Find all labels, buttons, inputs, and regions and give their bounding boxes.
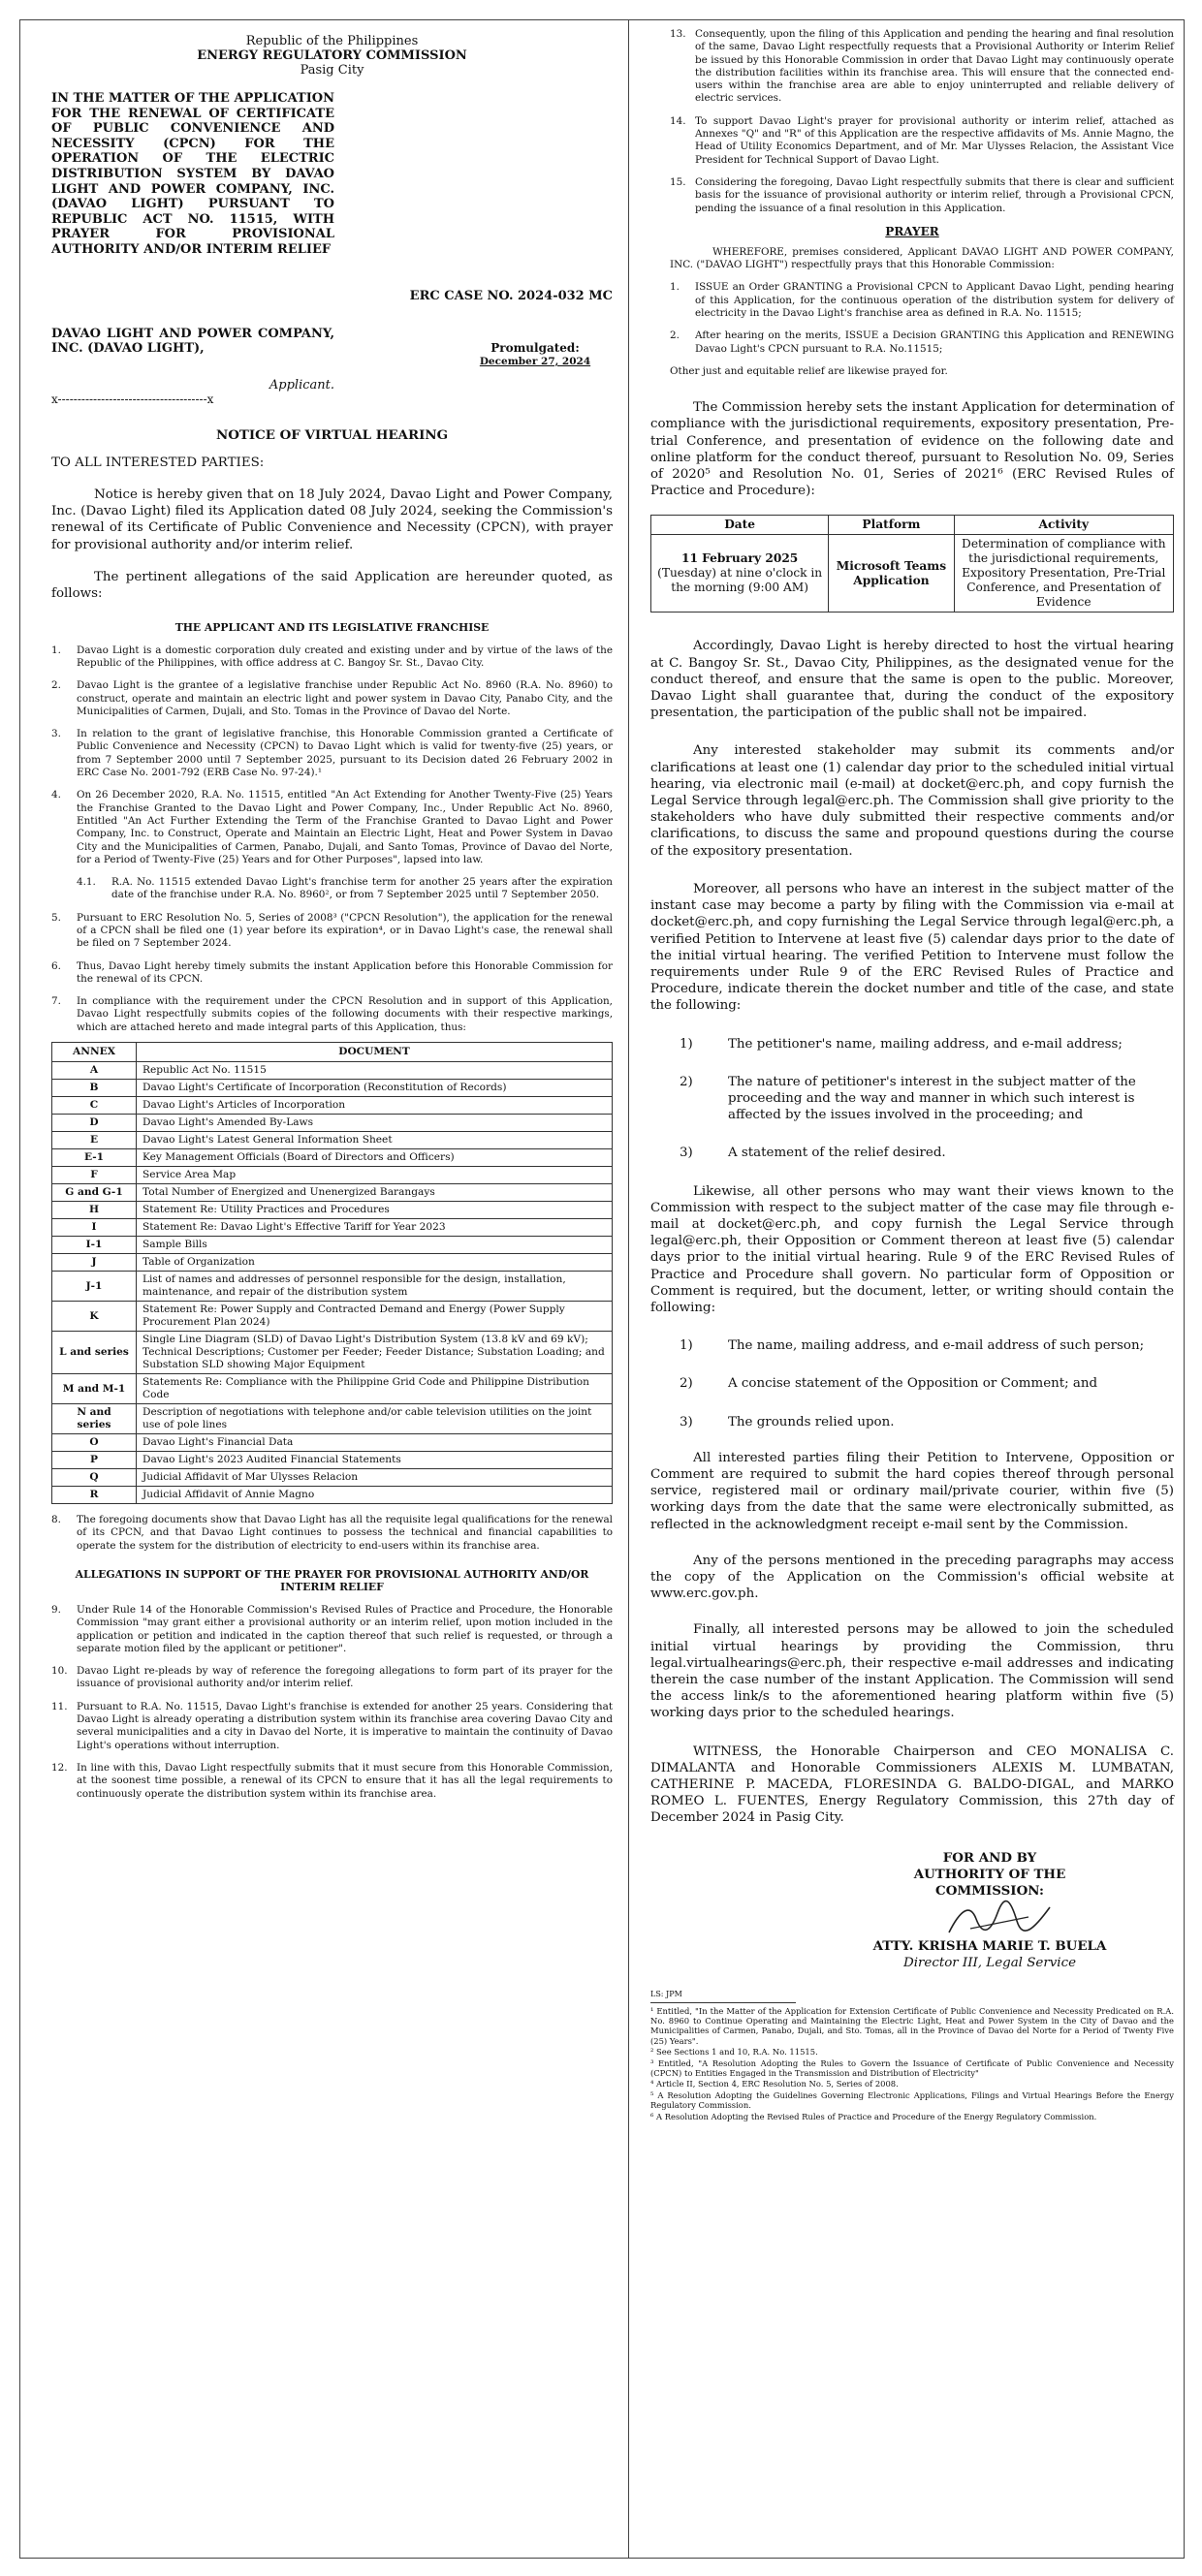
allegation-item: 11. Pursuant to R.A. No. 11515, Davao Light's franchise is extended for another 25 years. Considering that Davao Light is already operating a distribution system within its franchise area covering Davao City and several municipalities and a city in Davao del Norte, it is imperative to maintain the continuity of Davao Light's operations without interruption. (51, 1700, 613, 1751)
annex-row (52, 1487, 613, 1504)
prayer-intro: WHEREFORE, premises considered, Applicant DAVAO LIGHT AND POWER COMPANY, INC. ("DAVAO LIGHT") respectfully prays that this Honorable Commission: (670, 245, 1174, 271)
allegation-item: 7. In compliance with the requirement under the CPCN Resolution and in support of this Application, Davao Light respectfully submits copies of the following documents with their respective markings, which are attached hereto and made integral parts of this Application, thus: (51, 995, 613, 1033)
intervention-requirements (650, 1036, 1174, 1162)
annex-document: Single Line Diagram (SLD) of Davao Light's Distribution System (13.8 kV and 69 kV); Technical Descriptions; Customer per Feeder; Feeder Distance; Substation Loading; and Substation SLD showing Major Equipment (137, 1332, 613, 1374)
allegation-item: 14. To support Davao Light's prayer for provisional authority or interim relief, attached as Annexes "Q" and "R" of this Application are the respective affidavits of Ms. Annie Magno, the Head of Utility Economics Department, and of Mr. Mar Ulysses Relacion, the Assistant Vice President for Technical Support of Davao Light. (670, 114, 1174, 166)
annex-label: D (52, 1115, 137, 1132)
annex-document: Description of negotiations with telephone and/or cable television utilities on the joint use of pole lines (137, 1404, 613, 1434)
annex-document: Davao Light's Certificate of Incorporation (Reconstitution of Records) (137, 1080, 613, 1097)
annex-document: Sample Bills (137, 1237, 613, 1254)
prayer-item: 1. ISSUE an Order GRANTING a Provisional CPCN to Applicant Davao Light, pending hearing of this Application, for the continuous operation of the distribution system for delivery of electricity in the Davao Light's franchise area as defined in R.A. No. 11515; (670, 281, 1174, 320)
hearing-platform: Microsoft Teams Application (829, 535, 954, 613)
republic-line: Republic of the Philippines (245, 34, 419, 48)
signatory-title: Director III, Legal Service (902, 1956, 1076, 1971)
requirement-item: 1) The petitioner's name, mailing address, and e-mail address; (680, 1036, 1123, 1052)
city-line: Pasig City (300, 63, 364, 78)
annex-row (52, 1237, 613, 1254)
annex-row (52, 1469, 613, 1487)
annex-label: L and series (52, 1332, 137, 1374)
opposition-requirements (650, 1337, 1174, 1430)
prayer-list (670, 281, 1174, 355)
annex-document: Republic Act No. 11515 (137, 1062, 613, 1080)
annex-label: I (52, 1219, 137, 1237)
annex-label: E-1 (52, 1149, 137, 1167)
schedule-row (651, 535, 1174, 613)
annex-label: P (52, 1452, 137, 1469)
annex-label: A (52, 1062, 137, 1080)
annex-label: E (52, 1132, 137, 1149)
annex-label: O (52, 1434, 137, 1452)
allegation-item: 12. In line with this, Davao Light respectfully submits that it must secure from this Honorable Commission, at the soonest time possible, a renewal of its CPCN to ensure that it has all the legal requirements to continuously operate the distribution system within its franchise area. (51, 1761, 613, 1800)
document-page (19, 19, 1185, 2559)
left-column (20, 20, 629, 2558)
allegations-list-d (670, 28, 1174, 215)
annex-row (52, 1332, 613, 1374)
intro-paragraph-2: The pertinent allegations of the said Application are hereunder quoted, as follows: (51, 569, 613, 601)
host-paragraph: Accordingly, Davao Light is hereby directed to host the virtual hearing at C. Bangoy Sr. St., Davao City, Philippines, as the designated venue for the conduct thereof, and ensure that the same is open to the public. Moreover, Davao Light shall guarantee that, during the conduct of the expository presentation, the participation of the public shall not be impaired. (650, 639, 1174, 721)
annex-document: Service Area Map (137, 1167, 613, 1184)
annex-document: Key Management Officials (Board of Directors and Officers) (137, 1149, 613, 1167)
comments-paragraph: Any interested stakeholder may submit its comments and/or clarifications at least one (1) calendar day prior to the scheduled initial virtual hearing, via electronic mail (e-mail) at docket@erc.ph, and copy furnish the Legal Service through legal@erc.ph. The Commission shall give priority to the stakeholders who have duly submitted their respective comments and/or clarifications, to discuss the same and propound questions during the course of the expository presentation. (650, 743, 1174, 859)
applicant-name: DAVAO LIGHT AND POWER COMPANY, INC. (DAVAO LIGHT), (51, 326, 334, 357)
allegation-item: 4. On 26 December 2020, R.A. No. 11515, entitled "An Act Extending for Another Twenty-Five (25) Years the Franchise Granted to the Davao Light and Power Company, Inc., Under Republic Act No. 8960, Entitled "An Act Further Extending the Term of the Franchise Granted to Davao Light and Power Company, Inc. to Construct, Operate and Maintain an Electric Light, Heat and Power System in Davao City and the Municipalities of Carmen, Panabo, Dujali, and Santo Tomas, Province of Davao del Norte, for a Period of Twenty-Five (25) Years and for Other Purposes", lapsed into law. (51, 789, 613, 865)
allegations-list-c (51, 1604, 613, 1801)
annex-document: Statement Re: Utility Practices and Procedures (137, 1202, 613, 1219)
annex-column-header: ANNEX (52, 1043, 137, 1062)
footnotes (650, 2006, 1174, 2121)
annex-label: M and M-1 (52, 1374, 137, 1404)
annex-label: F (52, 1167, 137, 1184)
allegations-list-b (51, 912, 613, 1034)
annex-document: Judicial Affidavit of Annie Magno (137, 1487, 613, 1504)
signature-block (806, 1850, 1174, 1972)
annex-document: Davao Light's Latest General Information Sheet (137, 1132, 613, 1149)
document-column-header: DOCUMENT (137, 1043, 613, 1062)
intervention-paragraph: Moreover, all persons who have an interest in the subject matter of the instant case may become a party by filing with the Commission via e-mail at docket@erc.ph, and copy furnishing the Legal Service through legal@erc.ph, a verified Petition to Intervene at least five (5) calendar days prior to the date of the initial virtual hearing. The verified Petition to Intervene must follow the requirements under Rule 9 of the ERC Revised Rules of Practice and Procedure, indicate therein the docket number and title of the case, and state the following: (650, 881, 1174, 1014)
annex-label: G and G-1 (52, 1184, 137, 1202)
annex-label: B (52, 1080, 137, 1097)
annex-row (52, 1254, 613, 1272)
annex-label: J (52, 1254, 137, 1272)
allegation-item: 3. In relation to the grant of legislative franchise, this Honorable Commission granted a Certificate of Public Convenience and Necessity (CPCN) to Davao Light which is valid for twenty-five (25) years, or from 7 September 2000 until 7 September 2025, pursuant to its Decision dated 26 February 2002 in ERC Case No. 2001-792 (ERB Case No. 97-24).¹ (51, 728, 613, 779)
hardcopy-paragraph: All interested parties filing their Petition to Intervene, Opposition or Comment are required to submit the hard copies thereof through personal service, registered mail or ordinary mail/private courier, within five (5) working days from the date that the same were electronically submitted, as reflected in the acknowledgment receipt e-mail sent by the Commission. (650, 1450, 1174, 1532)
annex-document: Statements Re: Compliance with the Philippine Grid Code and Philippine Distribution Code (137, 1374, 613, 1404)
annex-row (52, 1434, 613, 1452)
allegation-item: 5. Pursuant to ERC Resolution No. 5, Series of 2008³ ("CPCN Resolution"), the application for the renewal of a CPCN shall be filed one (1) year before its expiration⁴, or in Davao Light's case, the renewal shall be filed on 7 September 2024. (51, 911, 613, 950)
footnote: ³ Entitled, "A Resolution Adopting the Rules to Govern the Issuance of Certificate of Public Convenience and Necessity (CPCN) to Entities Engaged in the Transmission and Distribution of Electricity" (650, 2058, 1174, 2079)
footnote: ¹ Entitled, "In the Matter of the Application for Extension Certificate of Public Convenience and Necessity Predicated on R.A. No. 8960 to Continue Operating and Maintaining the Electric Light, Heat and Power System in the City of Davao and the Municipalities of Carmen, Panabo, Dujali, and Sto. Tomas, all in the Province of Davao del Norte for a Period of Twenty Five (25) Years". (650, 2005, 1174, 2046)
footnote: ⁵ A Resolution Adopting the Guidelines Governing Electronic Applications, Filings and Virtual Hearings Before the Energy Regulatory Commission. (650, 2089, 1174, 2111)
join-paragraph: Finally, all interested persons may be allowed to join the scheduled initial virtual hearings by providing the Commission, thru legal.virtualhearings@erc.ph, their respective e-mail addresses and indicating therein the case number of the instant Application. The Commission will send the access link/s to the aforementioned hearing platform within five (5) working days prior to the scheduled hearings. (650, 1622, 1174, 1721)
promulgation (458, 341, 613, 406)
platform-column-header: Platform (829, 516, 954, 535)
requirement-item: 3) A statement of the relief desired. (680, 1146, 946, 1161)
signatory-name: ATTY. KRISHA MARIE T. BUELA (872, 1938, 1107, 1955)
section-title-provisional: ALLEGATIONS IN SUPPORT OF THE PRAYER FOR PROVISIONAL AUTHORITY AND/OR INTERIM RELIEF (75, 1567, 589, 1594)
annex-document: Davao Light's Amended By-Laws (137, 1115, 613, 1132)
annex-row (52, 1080, 613, 1097)
allegations-list-8 (51, 1514, 613, 1553)
annex-row (52, 1097, 613, 1115)
annex-document: Total Number of Energized and Unenergized Barangays (137, 1184, 613, 1202)
allegation-item: 2. Davao Light is the grantee of a legislative franchise under Republic Act No. 8960 (R.A. No. 8960) to construct, operate and maintain an electric light and power system in Davao City, Panabo City, and the Municipalities of Carmen, Dujali, and Sto. Tomas in the Province of Davao del Norte. (51, 679, 613, 717)
allegation-subitem: 4.1. R.A. No. 11515 extended Davao Light's franchise term for another 25 years after the expiration date of the franchise under R.A. No. 8960², or from 7 September 2025 until 7 September 2050. (77, 876, 613, 901)
allegation-item: 6. Thus, Davao Light hereby timely submits the instant Application before this Honorable Commission for the renewal of its CPCN. (51, 959, 613, 985)
activity-column-header: Activity (954, 516, 1173, 535)
footnote-divider (650, 2002, 796, 2003)
requirement-item: 1) The name, mailing address, and e-mail address of such person; (680, 1338, 1145, 1354)
hearing-date: 11 February 2025 (Tuesday) at nine o'clock in the morning (9:00 AM) (651, 535, 829, 613)
signature-scribble-icon (941, 1900, 1058, 1938)
promulgated-label: Promulgated: (490, 340, 580, 355)
annex-row (52, 1062, 613, 1080)
annex-row (52, 1115, 613, 1132)
annex-row (52, 1202, 613, 1219)
agency-name: ENERGY REGULATORY COMMISSION (197, 48, 467, 63)
annex-label: J-1 (52, 1272, 137, 1302)
annex-label: H (52, 1202, 137, 1219)
prayer-item: 2. After hearing on the merits, ISSUE a Decision GRANTING this Application and RENEWING Davao Light's CPCN pursuant to R.A. No.11515; (670, 330, 1174, 355)
authority-line: FOR AND BY AUTHORITY OF THE COMMISSION: (913, 1849, 1066, 1900)
footnote: ⁴ Article II, Section 4, ERC Resolution No. 5, Series of 2008. (650, 2079, 899, 2089)
annex-document: Statement Re: Davao Light's Effective Tariff for Year 2023 (137, 1219, 613, 1237)
allegation-item: 8. The foregoing documents show that Davao Light has all the requisite legal qualifications for the renewal of its CPCN, and that Davao Light continues to possess the technical and financial capabilities to operate the system for the distribution of electricity to end-users within its franchise area. (51, 1514, 613, 1552)
initials: LS: JPM (650, 1989, 682, 1998)
annex-row (52, 1404, 613, 1434)
annex-label: I-1 (52, 1237, 137, 1254)
allegation-item: 1. Davao Light is a domestic corporation duly created and existing under and by virtue of the laws of the Republic of the Philippines, with office address at C. Bangoy Sr. St., Davao City. (51, 644, 613, 669)
hearing-activity: Determination of compliance with the jurisdictional requirements, Expository Presentation, Pre-Trial Conference, and Presentation of Evidence (954, 535, 1173, 613)
hearing-schedule-table (650, 515, 1174, 613)
annex-document: Table of Organization (137, 1254, 613, 1272)
promulgated-date: December 27, 2024 (479, 355, 591, 367)
witness-paragraph: WITNESS, the Honorable Chairperson and CEO MONALISA C. DIMALANTA and Honorable Commissioners ALEXIS M. LUMBATAN, CATHERINE P. MACEDA, FLORESINDA G. BALDO-DIGAL, and MARKO ROMEO L. FUENTES, Energy Regulatory Commission, this 27th day of December 2024 in Pasig City. (650, 1744, 1174, 1826)
annex-row (52, 1219, 613, 1237)
allegation-item: 15. Considering the foregoing, Davao Light respectfully submits that there is clear and sufficient basis for the issuance of provisional authority or interim relief, through a Provisional CPCN, pending the issuance of a final resolution in this Application. (670, 175, 1174, 214)
signature-mark (806, 1900, 1174, 1938)
annex-row (52, 1374, 613, 1404)
annex-document: List of names and addresses of personnel responsible for the design, installation, maintenance, and repair of the distribution system (137, 1272, 613, 1302)
footnote: ⁶ A Resolution Adopting the Revised Rules of Practice and Procedure of the Energy Regulatory Commission. (650, 2111, 1097, 2121)
annex-row (52, 1132, 613, 1149)
annex-document: Davao Light's Financial Data (137, 1434, 613, 1452)
annex-label: C (52, 1097, 137, 1115)
annex-document: Davao Light's 2023 Audited Financial Statements (137, 1452, 613, 1469)
annex-row (52, 1149, 613, 1167)
footnote: ² See Sections 1 and 10, R.A. No. 11515. (650, 2047, 818, 2058)
annex-row (52, 1167, 613, 1184)
annex-label: K (52, 1302, 137, 1332)
addressee: TO ALL INTERESTED PARTIES: (51, 455, 265, 470)
right-column (629, 20, 1184, 2558)
annex-row (52, 1302, 613, 1332)
annex-row (52, 1452, 613, 1469)
prayer-title: PRAYER (885, 224, 939, 238)
annex-document: Davao Light's Articles of Incorporation (137, 1097, 613, 1115)
intro-paragraph: Notice is hereby given that on 18 July 2024, Davao Light and Power Company, Inc. (Davao Light) filed its Application dated 08 July 2024, seeking the Commission's renewal of its Certificate of Public Convenience and Necessity (CPCN), with prayer for provisional authority and/or interim relief. (51, 487, 613, 552)
case-caption: IN THE MATTER OF THE APPLICATION FOR THE RENEWAL OF CERTIFICATE OF PUBLIC CONVENIENCE AND NECESSITY (CPCN) FOR THE OPERATION OF THE ELECTRIC DISTRIBUTION SYSTEM BY DAVAO LIGHT AND POWER COMPANY, INC. (DAVAO LIGHT) PURSUANT TO REPUBLIC ACT NO. 11515, WITH PRAYER FOR PROVISIONAL AUTHORITY AND/OR INTERIM RELIEF (51, 91, 334, 257)
annex-document: Statement Re: Power Supply and Contracted Demand and Energy (Power Supply Procurement Plan 2024) (137, 1302, 613, 1332)
annex-row (52, 1272, 613, 1302)
date-column-header: Date (651, 516, 829, 535)
notice-title: NOTICE OF VIRTUAL HEARING (215, 426, 449, 443)
caption-x-line: x--------------------------------------x (51, 392, 214, 406)
annex-label: Q (52, 1469, 137, 1487)
annex-row (52, 1184, 613, 1202)
case-number: ERC CASE NO. 2024-032 MC (409, 288, 613, 303)
annex-document: Judicial Affidavit of Mar Ulysses Relacion (137, 1469, 613, 1487)
allegation-item: 13. Consequently, upon the filing of this Application and pending the hearing and final resolution of the same, Davao Light respectfully requests that a Provisional Authority or Interim Relief be issued by this Honorable Commission in order that Davao Light may continuously operate the distribution facilities within its franchise area. This will ensure that the connected end-users within the franchise area are able to enjoy uninterrupted and reliable delivery of electric services. (670, 28, 1174, 105)
requirement-item: 2) The nature of petitioner's interest in the subject matter of the proceeding and the way and manner in which such interest is affected by the issues involved in the proceeding; and (680, 1074, 1136, 1123)
access-paragraph: Any of the persons mentioned in the preceding paragraphs may access the copy of the Application on the Commission's official website at www.erc.gov.ph. (650, 1553, 1174, 1602)
hearing-setting-paragraph: The Commission hereby sets the instant Application for determination of compliance with the jurisdictional requirements, expository presentation, Pre-trial Conference, and presentation of evidence on the following date and online platform for the conduct thereof, pursuant to Resolution No. 09, Series of 2020⁵ and Resolution No. 01, Series of 2021⁶ (ERC Revised Rules of Practice and Procedure): (650, 400, 1174, 499)
opposition-paragraph: Likewise, all other persons who may want their views known to the Commission with respect to the subject matter of the case may file through e-mail at docket@erc.ph, and copy furnish the Legal Service through legal@erc.ph, their Opposition or Comment thereon at least five (5) calendar days prior to the initial virtual hearing. Rule 9 of the ERC Revised Rules of Practice and Procedure shall govern. No particular form of Opposition or Comment is required, but the document, letter, or writing should contain the following: (650, 1183, 1174, 1315)
prayer-other-relief: Other just and equitable relief are likewise prayed for. (670, 364, 948, 377)
allegation-item: 10. Davao Light re-pleads by way of reference the foregoing allegations to form part of its prayer for the issuance of provisional authority and/or interim relief. (51, 1665, 613, 1690)
annex-table (51, 1042, 613, 1504)
requirement-item: 3) The grounds relied upon. (680, 1414, 895, 1429)
allegations-list-a (51, 644, 613, 866)
annex-label: N and series (52, 1404, 137, 1434)
letterhead (51, 34, 613, 78)
section-title-franchise: THE APPLICANT AND ITS LEGISLATIVE FRANCHISE (174, 621, 490, 635)
annex-table-body (52, 1062, 613, 1504)
allegation-item: 9. Under Rule 14 of the Honorable Commission's Revised Rules of Practice and Procedure, the Honorable Commission "may grant either a provisional authority or an interim relief, upon motion included in the application or petition and indicated in the caption thereof that such relief is requested, or through a separate motion filed by the applicant or petitioner". (51, 1603, 613, 1654)
annex-table-header (52, 1043, 613, 1062)
annex-label: R (52, 1487, 137, 1504)
applicant-label: Applicant. (269, 377, 334, 393)
requirement-item: 2) A concise statement of the Opposition or Comment; and (680, 1376, 1098, 1392)
